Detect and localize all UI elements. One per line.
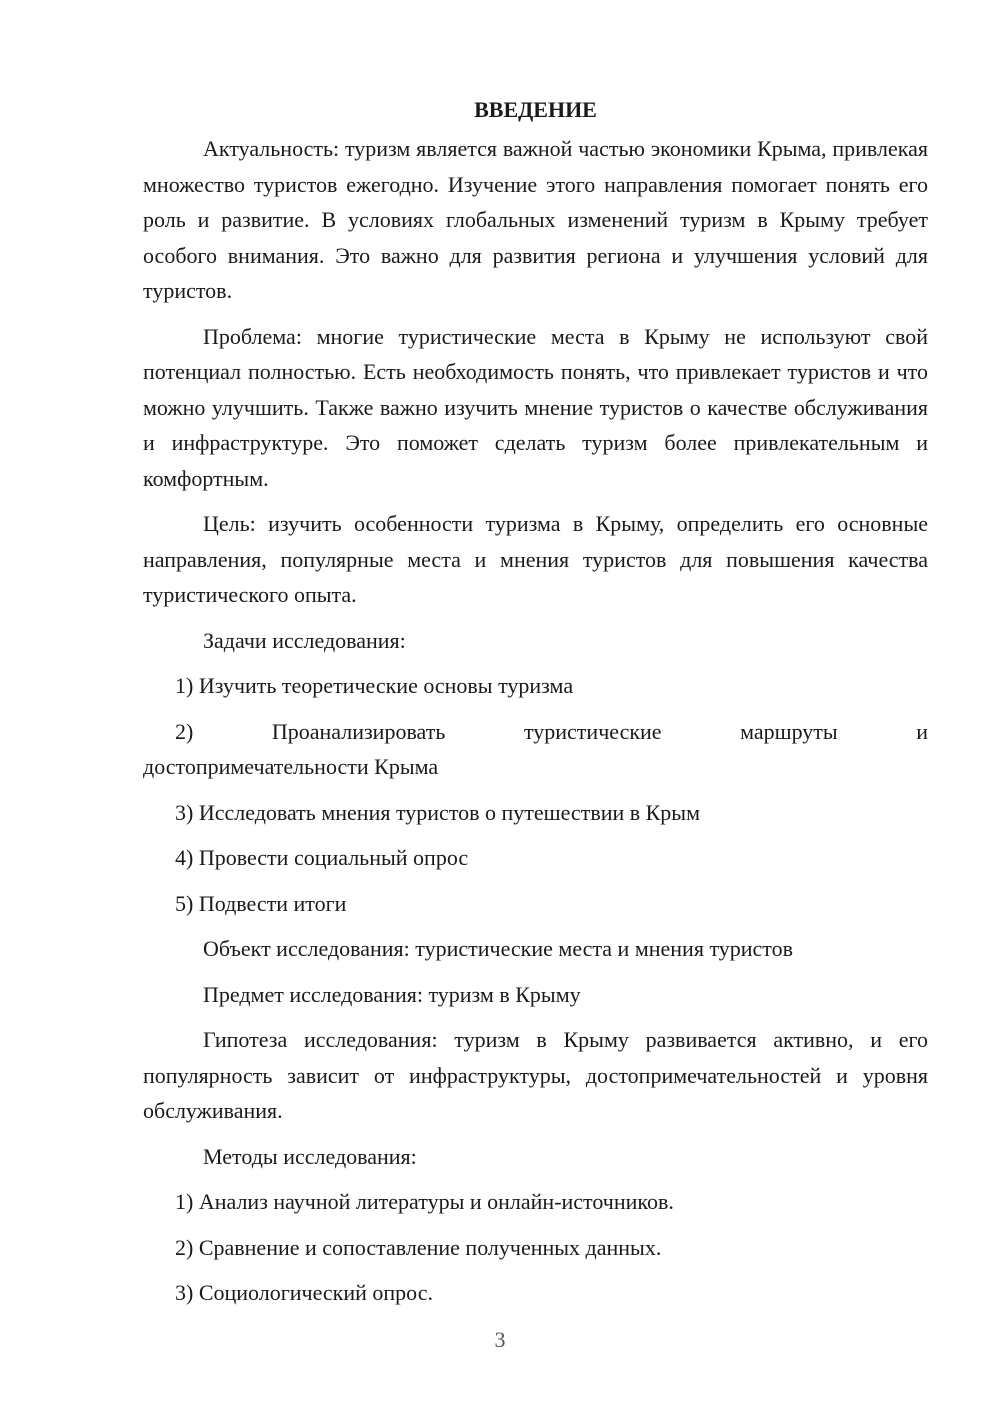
task-item-2-first-line [143, 714, 928, 750]
task-item-1: 1) Изучить теоретические основы туризма [175, 673, 574, 698]
research-hypothesis: Гипотеза исследования: туризм в Крыму развивается активно, и его популярность зависит от инфраструктуры, достопримечательностей и уровня обслуживания. [143, 1027, 928, 1123]
methods-heading: Методы исследования: [203, 1143, 417, 1169]
page-number: 3 [494, 1327, 506, 1352]
task-item-3: 3) Исследовать мнения туристов о путешествии в Крым [175, 799, 701, 825]
document-page [143, 92, 928, 1321]
page-title: ВВЕДЕНИЕ [474, 97, 597, 122]
task-item-2-word: 2) [175, 718, 194, 744]
method-item-2: 2) Сравнение и сопоставление полученных данных. [175, 1234, 662, 1260]
task-item-2-word: и [916, 718, 928, 744]
method-item-1: 1) Анализ научной литературы и онлайн-источников. [175, 1189, 674, 1214]
task-item-2-word: маршруты [740, 718, 838, 744]
task-item-2-word: Проанализировать [271, 718, 446, 744]
task-item-2 [143, 714, 928, 785]
research-object: Объект исследования: туристические места и мнения туристов [203, 936, 794, 961]
task-item-4: 4) Провести социальный опрос [175, 845, 469, 870]
research-subject: Предмет исследования: туризм в Крыму [203, 981, 581, 1007]
paragraph-relevance: Актуальность: туризм является важной частью экономики Крыма, привлекая множество туристов ежегодно. Изучение этого направления помогает понять его роль и развитие. В условиях глобальных изменений туризм в Крыму требует особого внимания. Это важно для развития региона и улучшения условий для туристов. [143, 136, 928, 303]
task-item-2-word: туристические [523, 718, 662, 744]
task-item-2-continuation: достопримечательности Крыма [143, 754, 439, 779]
paragraph-problem: Проблема: многие туристические места в Крыму не используют свой потенциал полностью. Есть необходимость понять, что привлекает туристов и что можно улучшить. Также важно изучить мнение туристов о качестве обслуживания и инфраструктуре. Это поможет сделать туризм более привлекательным и комфортным. [143, 323, 928, 491]
task-item-5: 5) Подвести итоги [175, 890, 347, 916]
paragraph-goal: Цель: изучить особенности туризма в Крыму, определить его основные направления, популярные места и мнения туристов для повышения качества туристического опыта. [143, 511, 928, 607]
method-item-3: 3) Социологический опрос. [175, 1280, 433, 1305]
tasks-heading: Задачи исследования: [203, 627, 406, 653]
